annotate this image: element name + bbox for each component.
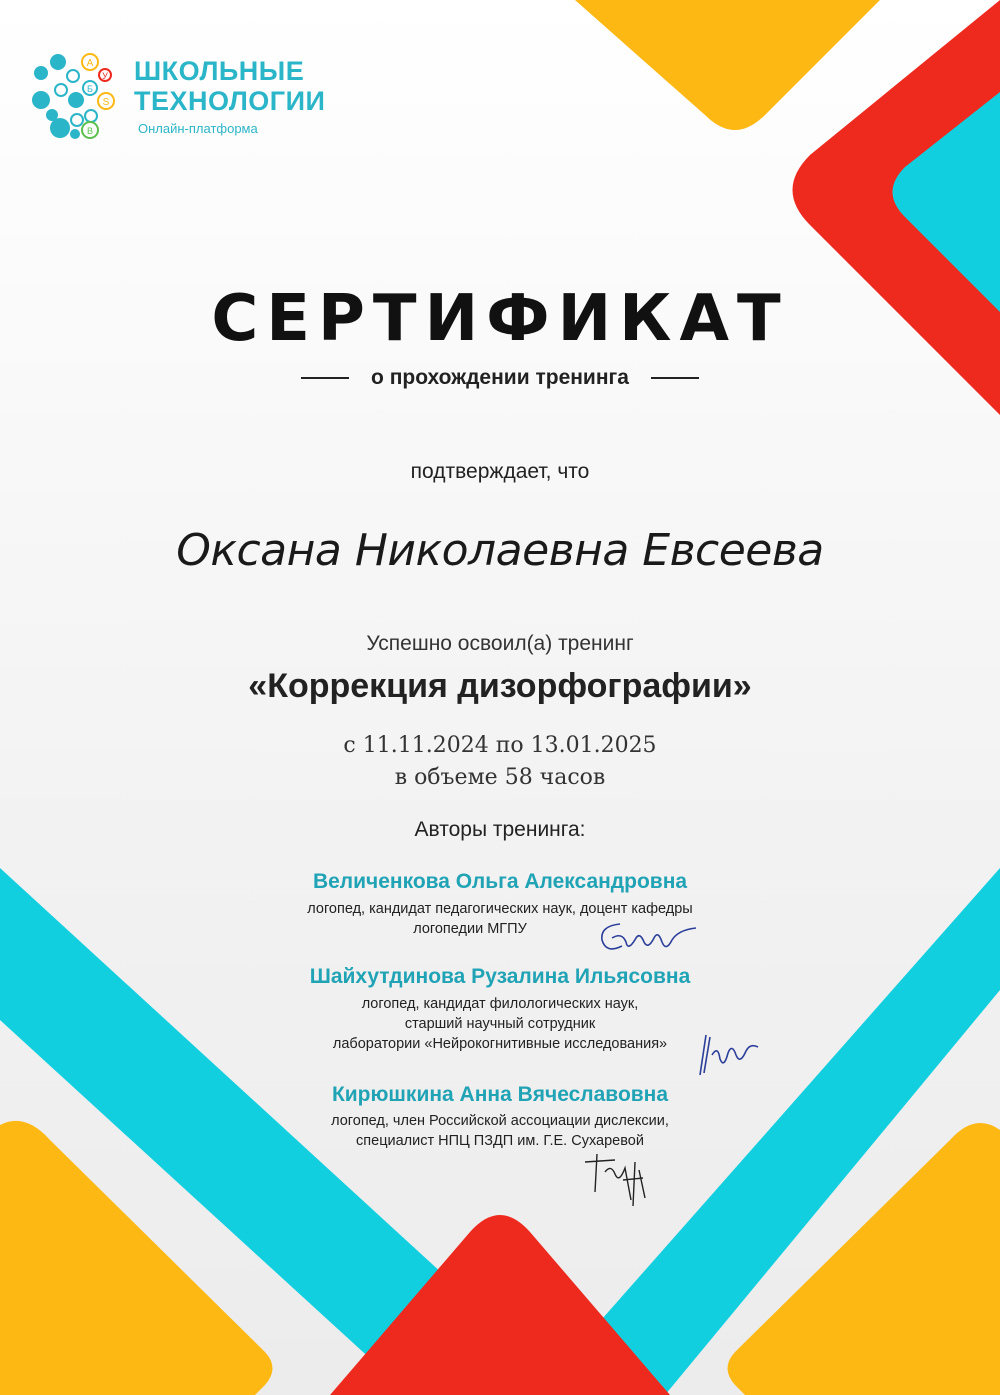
certificate-title: СЕРТИФИКАТ: [211, 282, 789, 356]
course-dates: с 11.11.2024 по 13.01.2025: [343, 733, 657, 758]
logo-title-line1: ШКОЛЬНЫЕ: [134, 56, 305, 86]
confirms-text: подтверждает, что: [410, 460, 590, 483]
author-desc-line: лаборатории «Нейрокогнитивные исследования»: [332, 1036, 668, 1052]
logo-title: [134, 56, 325, 116]
svg-text:В: В: [86, 126, 94, 136]
author-name: Кирюшкина Анна Вячеславовна: [331, 1083, 669, 1106]
certificate-subtitle-row: [0, 366, 1000, 390]
author-desc-line: логопед, кандидат филологических наук,: [361, 996, 639, 1012]
author-desc: [0, 899, 1000, 939]
signature-3-icon: [575, 1150, 655, 1210]
author-desc-line: логопед, член Российской ассоциации дислексии,: [331, 1113, 669, 1129]
authors-heading: Авторы тренинга:: [414, 818, 586, 841]
logo-subtitle: Онлайн-платформа: [138, 121, 258, 136]
author-desc-line: логопедии МГПУ: [413, 921, 527, 937]
mastered-text: Успешно освоил(а) тренинг: [366, 632, 634, 655]
svg-text:А: А: [86, 58, 94, 69]
author-desc-line: старший научный сотрудник: [404, 1016, 596, 1032]
author-name: Величенкова Ольга Александровна: [312, 870, 688, 893]
signature-2-icon: [694, 1025, 764, 1080]
author-desc-line: специалист НПЦ ПЗДП им. Г.Е. Сухаревой: [356, 1133, 644, 1149]
top-yellow-shape: [575, 0, 880, 130]
author-desc: [0, 1111, 1000, 1151]
author-desc: [0, 994, 1000, 1054]
author-desc-line: логопед, кандидат педагогических наук, доцент кафедры: [307, 901, 693, 917]
recipient-name: Оксана Николаевна Евсеева: [176, 525, 824, 576]
divider-right: [651, 377, 699, 379]
svg-text:Б: Б: [87, 84, 93, 94]
divider-left: [301, 377, 349, 379]
course-title: «Коррекция дизорфографии»: [248, 667, 752, 705]
signature-1-icon: [592, 912, 702, 962]
course-volume: в объеме 58 часов: [394, 765, 606, 790]
svg-text:S: S: [102, 97, 110, 108]
logo-title-line2: ТЕХНОЛОГИИ: [134, 86, 326, 116]
certificate-subtitle: о прохождении тренинга: [371, 366, 629, 389]
author-name: Шайхутдинова Рузалина Ильясовна: [309, 965, 691, 988]
svg-text:У: У: [102, 71, 108, 81]
